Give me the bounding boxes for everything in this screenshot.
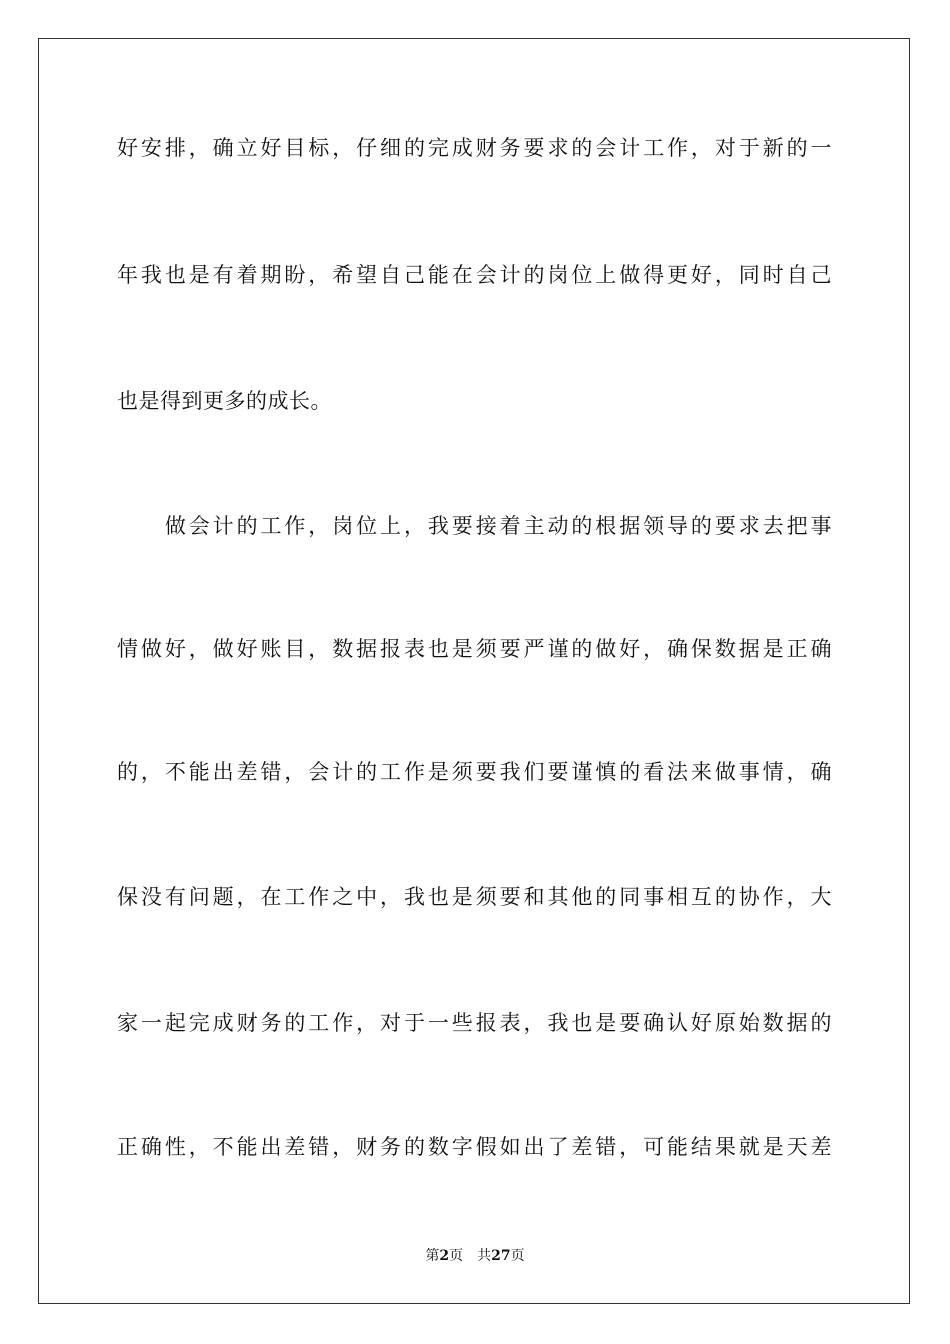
- paragraph-line: 正确性，不能出差错，财务的数字假如出了差错，可能结果就是天差: [117, 1135, 832, 1159]
- paragraph-line: 的，不能出差错，会计的工作是须要我们要谨慎的看法来做事情，确: [117, 760, 832, 784]
- total-prefix: 共: [477, 1248, 492, 1264]
- paragraph-line: 保没有问题，在工作之中，我也是须要和其他的同事相互的协作，大: [117, 885, 832, 909]
- page-footer: [0, 1247, 950, 1265]
- paragraph-line: 情做好，做好账目，数据报表也是须要严谨的做好，确保数据是正确: [117, 637, 832, 661]
- paragraph-line: 做会计的工作，岗位上，我要接着主动的根据领导的要求去把事: [117, 514, 832, 538]
- paragraph-line: 也是得到更多的成长。: [117, 389, 332, 413]
- page-suffix: 页: [449, 1248, 464, 1264]
- paragraph-line: 好安排，确立好目标，仔细的完成财务要求的会计工作，对于新的一: [117, 136, 832, 160]
- total-pages: 27: [491, 1248, 511, 1264]
- paragraph-line: 家一起完成财务的工作，对于一些报表，我也是要确认好原始数据的: [117, 1011, 832, 1035]
- page-border: [38, 38, 910, 1304]
- page-number: 2: [439, 1248, 450, 1264]
- paragraph-line: 年我也是有着期盼，希望自己能在会计的岗位上做得更好，同时自己: [117, 263, 832, 287]
- total-suffix: 页: [510, 1248, 525, 1264]
- page-prefix: 第: [425, 1248, 440, 1264]
